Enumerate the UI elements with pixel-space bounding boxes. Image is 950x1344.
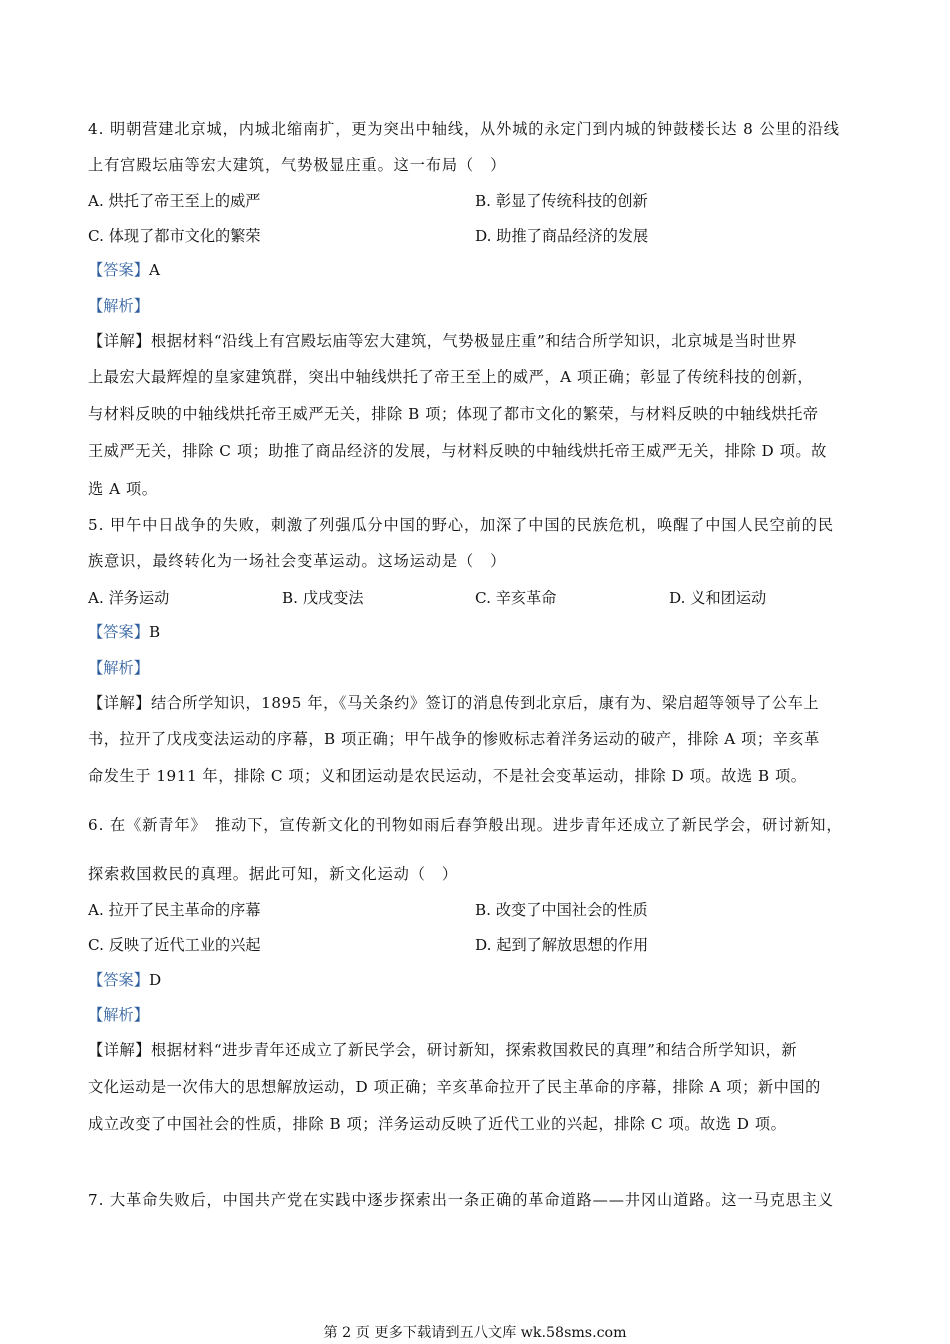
q4-option-d: D. 助推了商品经济的发展 xyxy=(475,227,649,245)
q4-answer-value: A xyxy=(148,261,160,279)
q5-analysis-tag: 【解析】 xyxy=(88,659,149,677)
q4-option-a: A. 烘托了帝王至上的威严 xyxy=(88,192,261,210)
q4-detail-line-1: 【详解】根据材料“沿线上有宫殿坛庙等宏大建筑，气势极显庄重”和结合所学知识，北京城是当时世界 xyxy=(88,332,798,350)
detail-tag: 【详解】 xyxy=(88,332,151,350)
answer-tag: 【答案】 xyxy=(88,623,149,641)
q6-option-c: C. 反映了近代工业的兴起 xyxy=(88,936,261,954)
answer-tag: 【答案】 xyxy=(88,971,149,989)
q7-stem-line-1: 7. 大革命失败后，中国共产党在实践中逐步探索出一条正确的革命道路——井冈山道路。这一马克思主义 xyxy=(88,1191,834,1209)
answer-tag: 【答案】 xyxy=(88,261,149,279)
q6-stem-line-1: 6. 在《新青年》 推动下，宣传新文化的刊物如雨后春笋般出现。进步青年还成立了新民学会，研讨新知， xyxy=(88,816,843,834)
page-footer: 第 2 页 更多下载请到五八文库 wk.58sms.com xyxy=(323,1325,627,1341)
q6-detail-line-1: 【详解】根据材料“进步青年还成立了新民学会，研讨新知，探索救国救民的真理”和结合所学知识，新 xyxy=(88,1041,798,1059)
q5-detail-line-3: 命发生于 1911 年，排除 C 项；义和团运动是农民运动，不是社会变革运动，排除 D 项。故选 B 项。 xyxy=(88,767,807,785)
q4-option-b: B. 彰显了传统科技的创新 xyxy=(475,192,648,210)
q5-detail-line-1: 【详解】结合所学知识，1895 年，《马关条约》签订的消息传到北京后，康有为、梁启超等领导了公车上 xyxy=(88,694,820,712)
q6-detail-line-2: 文化运动是一次伟大的思想解放运动，D 项正确；辛亥革命拉开了民主革命的序幕，排除 A 项；新中国的 xyxy=(88,1078,821,1096)
q6-stem-line-2: 探索救国救民的真理。据此可知，新文化运动（ ） xyxy=(88,865,459,883)
q4-option-c: C. 体现了都市文化的繁荣 xyxy=(88,227,261,245)
q5-answer xyxy=(88,621,868,643)
q4-stem-line-2: 上有宫殿坛庙等宏大建筑，气势极显庄重。这一布局（ ） xyxy=(88,156,507,174)
q4-analysis-tag: 【解析】 xyxy=(88,297,149,315)
q5-option-c: C. 辛亥革命 xyxy=(475,589,557,607)
q5-option-d: D. 义和团运动 xyxy=(669,589,767,607)
q5-detail-line-2: 书，拉开了戊戌变法运动的序幕，B 项正确；甲午战争的惨败标志着洋务运动的破产，排除 A 项；辛亥革 xyxy=(88,730,820,748)
detail-tag: 【详解】 xyxy=(88,1041,151,1059)
q6-option-d: D. 起到了解放思想的作用 xyxy=(475,936,649,954)
q6-option-a: A. 拉开了民主革命的序幕 xyxy=(88,901,261,919)
q5-answer-value: B xyxy=(148,623,161,641)
q5-option-a: A. 洋务运动 xyxy=(88,589,170,607)
q4-detail-line-4: 王威严无关，排除 C 项；助推了商品经济的发展，与材料反映的中轴线烘托帝王威严无关，排除 D 项。故 xyxy=(88,442,827,460)
q6-analysis-tag: 【解析】 xyxy=(88,1006,149,1024)
q6-detail-line-3: 成立改变了中国社会的性质，排除 B 项；洋务运动反映了近代工业的兴起，排除 C 项。故选 D 项。 xyxy=(88,1115,787,1133)
q4-detail-line-2: 上最宏大最辉煌的皇家建筑群，突出中轴线烘托了帝王至上的威严，A 项正确；彰显了传统科技的创新， xyxy=(88,368,814,386)
q6-answer-value: D xyxy=(148,971,162,989)
q4-detail-line-3: 与材料反映的中轴线烘托帝王威严无关，排除 B 项；体现了都市文化的繁荣，与材料反映的中轴线烘托帝 xyxy=(88,405,819,423)
q4-detail-line-5: 选 A 项。 xyxy=(88,480,158,498)
q4-stem-line-1: 4. 明朝营建北京城，内城北缩南扩，更为突出中轴线，从外城的永定门到内城的钟鼓楼长达 8 公里的沿线 xyxy=(88,120,840,138)
q6-answer xyxy=(88,969,868,991)
q6-option-b: B. 改变了中国社会的性质 xyxy=(475,901,648,919)
q4-answer xyxy=(88,259,868,281)
q5-stem-line-2: 族意识，最终转化为一场社会变革运动。这场运动是（ ） xyxy=(88,552,507,570)
detail-tag: 【详解】 xyxy=(88,694,151,712)
q5-stem-line-1: 5. 甲午中日战争的失败，刺激了列强瓜分中国的野心，加深了中国的民族危机，唤醒了中国人民空前的民 xyxy=(88,516,834,534)
q5-option-b: B. 戊戌变法 xyxy=(282,589,364,607)
